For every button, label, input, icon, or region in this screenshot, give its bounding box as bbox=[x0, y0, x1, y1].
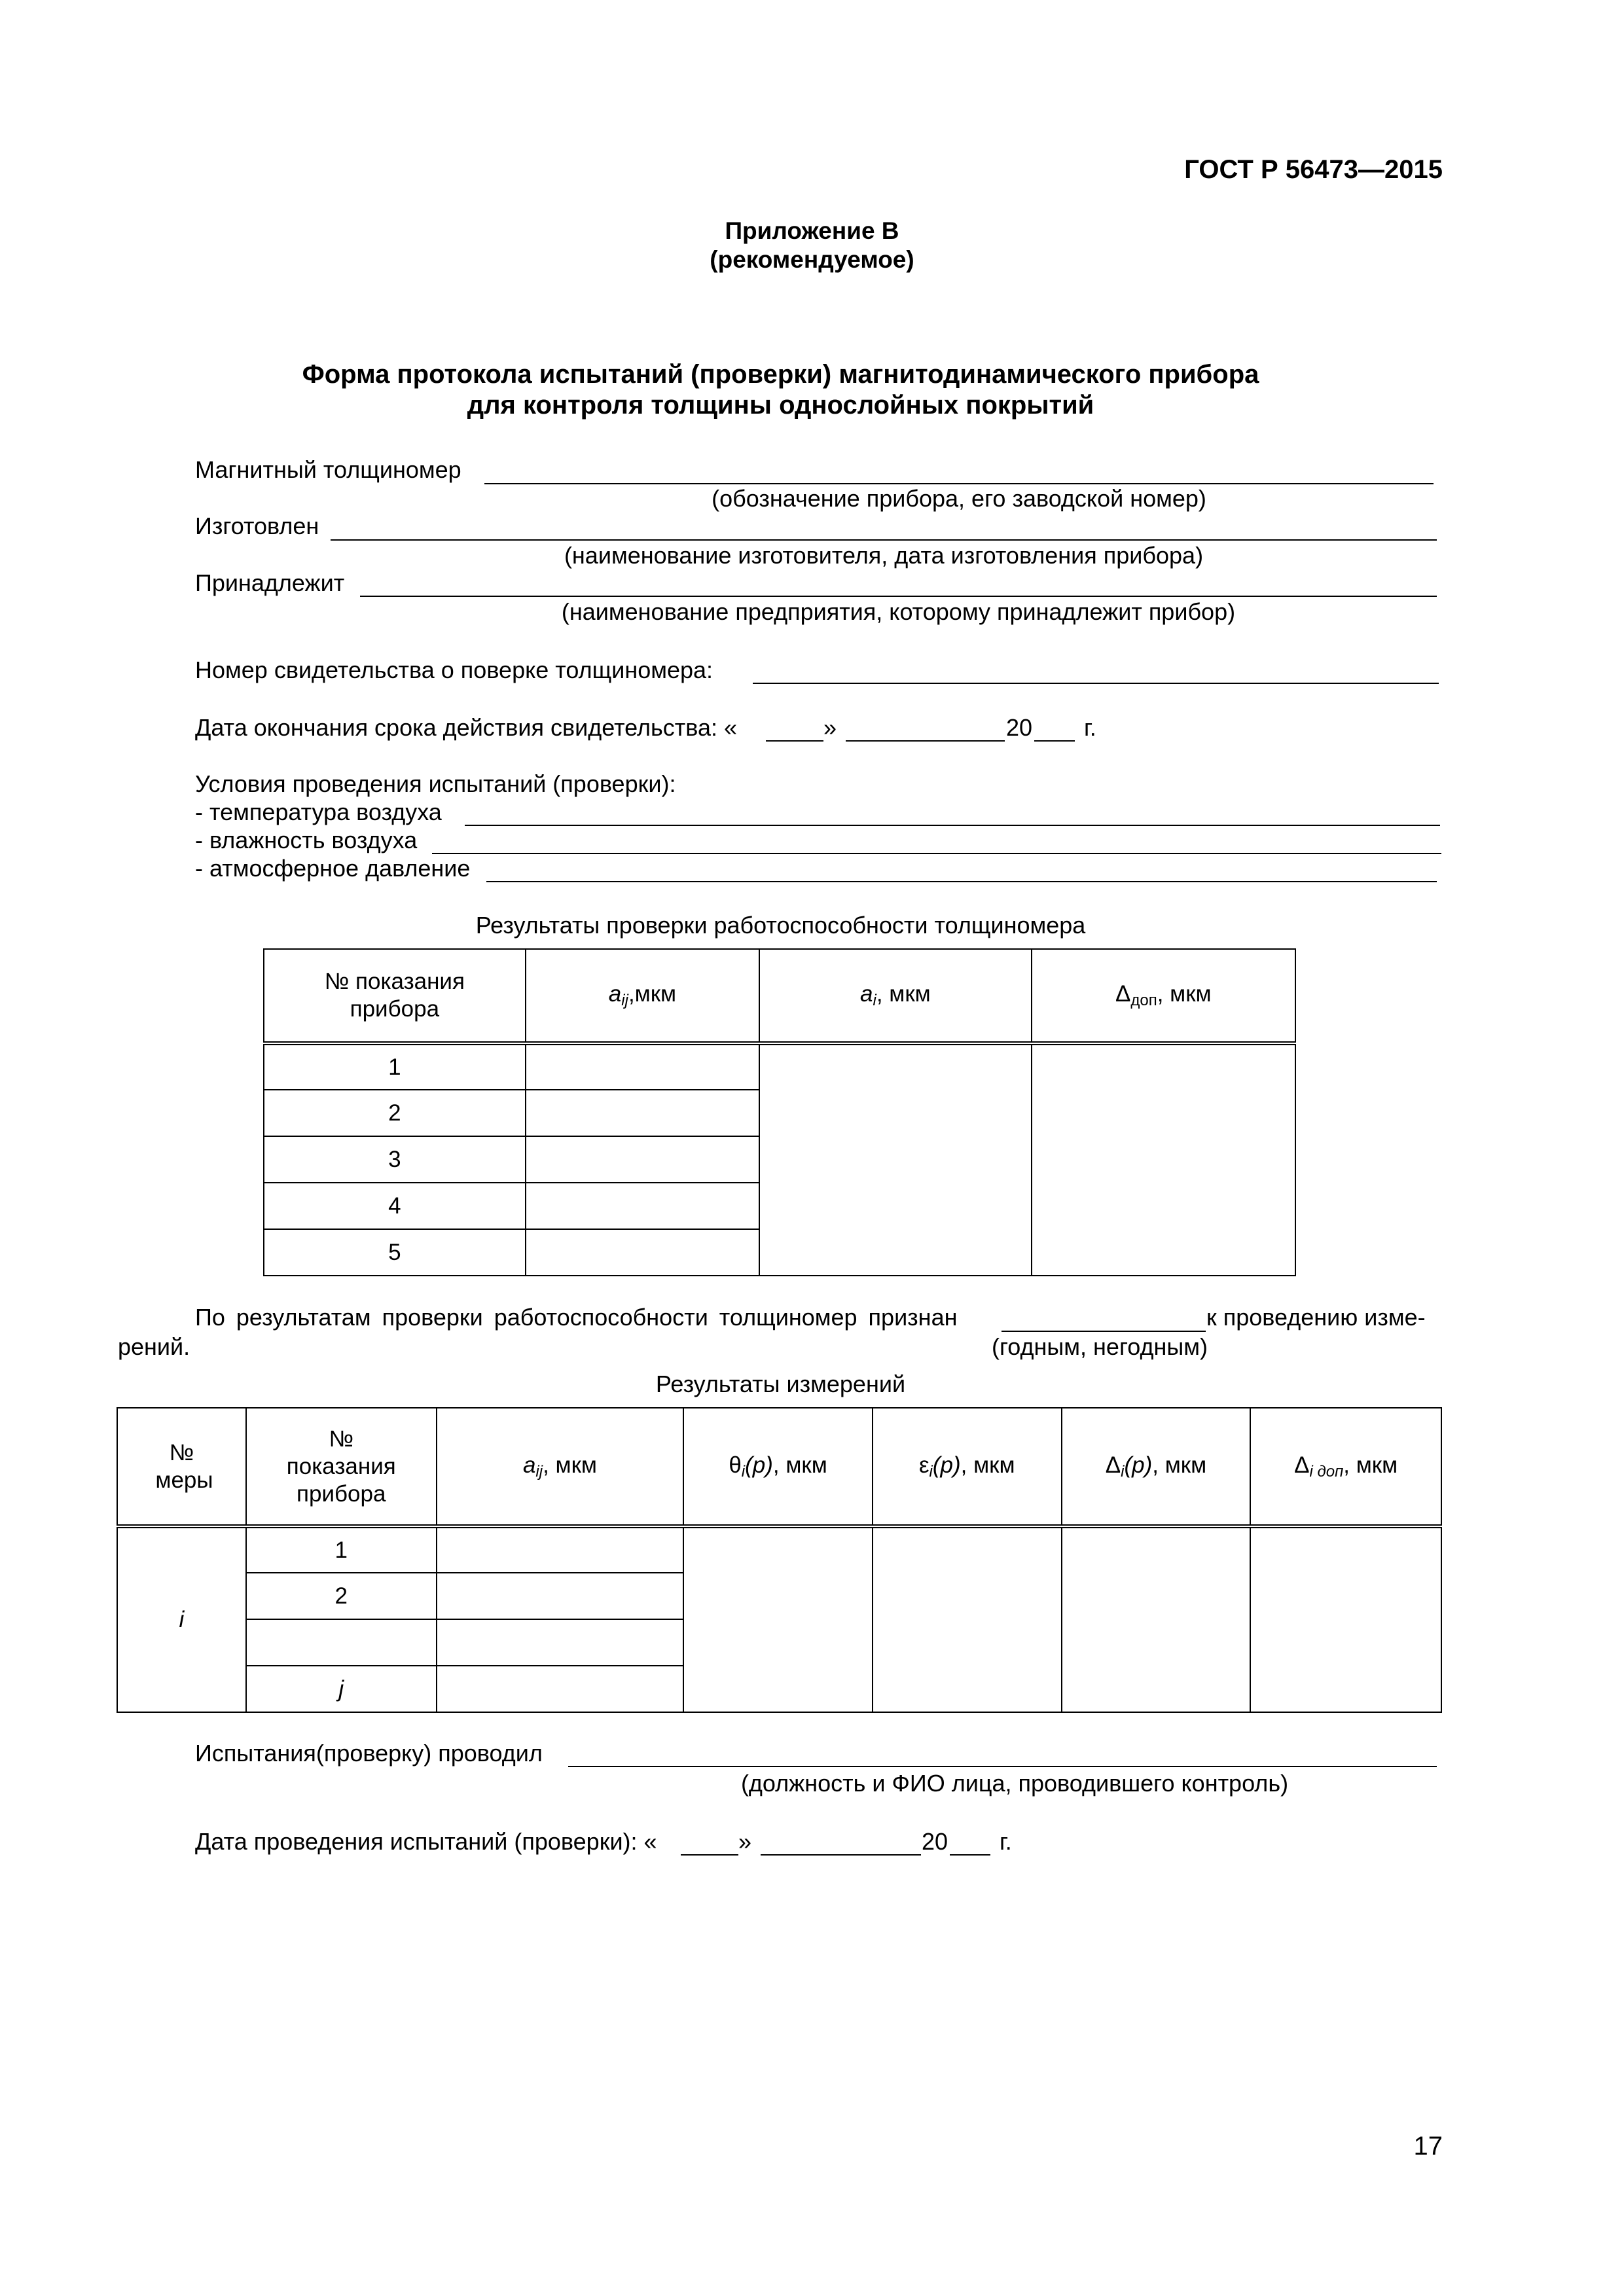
test-date-quote: » bbox=[738, 1828, 752, 1855]
header-delta-i-dop: $\Delta_{i доп}$, мкм bbox=[1250, 1408, 1441, 1526]
humidity-label: - влажность воздуха bbox=[195, 827, 418, 853]
aij-cell[interactable] bbox=[437, 1526, 684, 1573]
gauge-input-line[interactable] bbox=[484, 483, 1434, 484]
test-date-year-suffix: г. bbox=[1000, 1828, 1012, 1855]
reading-no-cell bbox=[246, 1619, 437, 1666]
owner-label: Принадлежит bbox=[195, 569, 345, 596]
delta-dop-cell[interactable] bbox=[1032, 1043, 1295, 1276]
table1-caption: Результаты проверки работоспособности толщиномера bbox=[475, 912, 1086, 939]
pressure-label: - атмосферное давление bbox=[195, 855, 471, 882]
aij-cell[interactable] bbox=[526, 1136, 760, 1183]
cert-date-quote: » bbox=[823, 714, 837, 741]
form-title-line1: Форма протокола испытаний (проверки) магнитодинамического прибора bbox=[302, 360, 1259, 389]
theta-cell[interactable] bbox=[683, 1526, 873, 1712]
conditions-title: Условия проведения испытаний (проверки): bbox=[195, 770, 676, 797]
aij-cell[interactable] bbox=[526, 1229, 760, 1276]
cert-date-month-line[interactable] bbox=[846, 740, 1005, 742]
test-date-year-line[interactable] bbox=[950, 1854, 990, 1856]
workability-table bbox=[263, 948, 1296, 1276]
test-date-year-prefix: 20 bbox=[922, 1828, 948, 1855]
header-aij: $a_{ij}$, мкм bbox=[437, 1408, 684, 1526]
aij-cell[interactable] bbox=[526, 1183, 760, 1229]
maker-input-line[interactable] bbox=[331, 539, 1437, 541]
epsilon-cell[interactable] bbox=[873, 1526, 1062, 1712]
reading-no-cell: j bbox=[246, 1666, 437, 1712]
document-id: ГОСТ Р 56473—2015 bbox=[1184, 155, 1443, 184]
aij-cell[interactable] bbox=[437, 1619, 684, 1666]
table2-caption: Результаты измерений bbox=[655, 1371, 906, 1397]
cert-date-day-line[interactable] bbox=[766, 740, 823, 742]
header-theta: $\theta_i(p)$, мкм bbox=[683, 1408, 873, 1526]
owner-hint: (наименование предприятия, которому принадлежит прибор) bbox=[561, 598, 1236, 625]
header-epsilon: $\varepsilon_i(p)$, мкм bbox=[873, 1408, 1062, 1526]
pressure-input-line[interactable] bbox=[486, 881, 1437, 882]
reading-no-cell: 3 bbox=[264, 1136, 526, 1183]
header-measure-no: № меры bbox=[117, 1408, 246, 1526]
humidity-input-line[interactable] bbox=[432, 853, 1441, 854]
reading-no-cell: 2 bbox=[246, 1573, 437, 1619]
header-delta: $\Delta_i(p)$, мкм bbox=[1062, 1408, 1251, 1526]
aij-cell[interactable] bbox=[526, 1043, 760, 1090]
verdict-text: По результатам проверки работоспособности толщиномер признан bbox=[195, 1304, 958, 1331]
owner-input-line[interactable] bbox=[360, 596, 1437, 597]
temperature-label: - температура воздуха bbox=[195, 798, 442, 825]
verdict-tail: к проведению изме- bbox=[1206, 1304, 1426, 1331]
reading-no-cell: 4 bbox=[264, 1183, 526, 1229]
cert-date-year-line[interactable] bbox=[1034, 740, 1075, 742]
form-title-line2: для контроля толщины однослойных покрытий bbox=[467, 391, 1094, 420]
table-row bbox=[264, 1043, 1295, 1090]
test-date-month-line[interactable] bbox=[761, 1854, 921, 1856]
ai-cell[interactable] bbox=[759, 1043, 1031, 1276]
header-aij: $a_{ij},мкм$ bbox=[526, 949, 760, 1043]
header-ai: $a_i$, мкм bbox=[759, 949, 1031, 1043]
test-date-day-line[interactable] bbox=[681, 1854, 738, 1856]
maker-label: Изготовлен bbox=[195, 512, 319, 539]
table-row bbox=[117, 1526, 1441, 1573]
reading-no-cell: 1 bbox=[246, 1526, 437, 1573]
aij-cell[interactable] bbox=[526, 1090, 760, 1136]
measure-no-cell: i bbox=[117, 1526, 246, 1712]
aij-cell[interactable] bbox=[437, 1573, 684, 1619]
tester-label: Испытания(проверку) проводил bbox=[195, 1740, 543, 1767]
cert-date-year-prefix: 20 bbox=[1006, 714, 1033, 741]
appendix-title: Приложение В bbox=[725, 217, 899, 244]
tester-hint: (должность и ФИО лица, проводившего контроль) bbox=[740, 1770, 1289, 1797]
gauge-hint: (обозначение прибора, его заводской номер) bbox=[712, 485, 1206, 512]
cert-date-label: Дата окончания срока действия свидетельства: « bbox=[195, 714, 738, 741]
tester-input-line[interactable] bbox=[568, 1766, 1437, 1767]
cert-label: Номер свидетельства о поверке толщиномера: bbox=[195, 656, 713, 683]
gauge-label: Магнитный толщиномер bbox=[195, 456, 461, 483]
verdict-input-line[interactable] bbox=[1001, 1331, 1206, 1332]
reading-no-cell: 1 bbox=[264, 1043, 526, 1090]
measurements-table bbox=[117, 1407, 1442, 1713]
reading-no-cell: 5 bbox=[264, 1229, 526, 1276]
cert-date-year-suffix: г. bbox=[1084, 714, 1096, 741]
verdict-hint: (годным, негодным) bbox=[991, 1333, 1208, 1360]
aij-cell[interactable] bbox=[437, 1666, 684, 1712]
header-delta-dop: $\Delta_{доп}$, мкм bbox=[1032, 949, 1295, 1043]
page-number: 17 bbox=[1413, 2132, 1443, 2161]
test-date-label: Дата проведения испытаний (проверки): « bbox=[195, 1828, 657, 1855]
header-reading-no: № показания прибора bbox=[246, 1408, 437, 1526]
header-reading-no: № показания прибора bbox=[264, 949, 526, 1043]
maker-hint: (наименование изготовителя, дата изготовления прибора) bbox=[564, 542, 1204, 569]
reading-no-cell: 2 bbox=[264, 1090, 526, 1136]
appendix-subtitle: (рекомендуемое) bbox=[710, 246, 914, 273]
temperature-input-line[interactable] bbox=[465, 825, 1440, 826]
delta-i-dop-cell[interactable] bbox=[1250, 1526, 1441, 1712]
cert-input-line[interactable] bbox=[753, 683, 1439, 684]
verdict-wrap: рений. bbox=[118, 1333, 190, 1360]
delta-cell[interactable] bbox=[1062, 1526, 1251, 1712]
